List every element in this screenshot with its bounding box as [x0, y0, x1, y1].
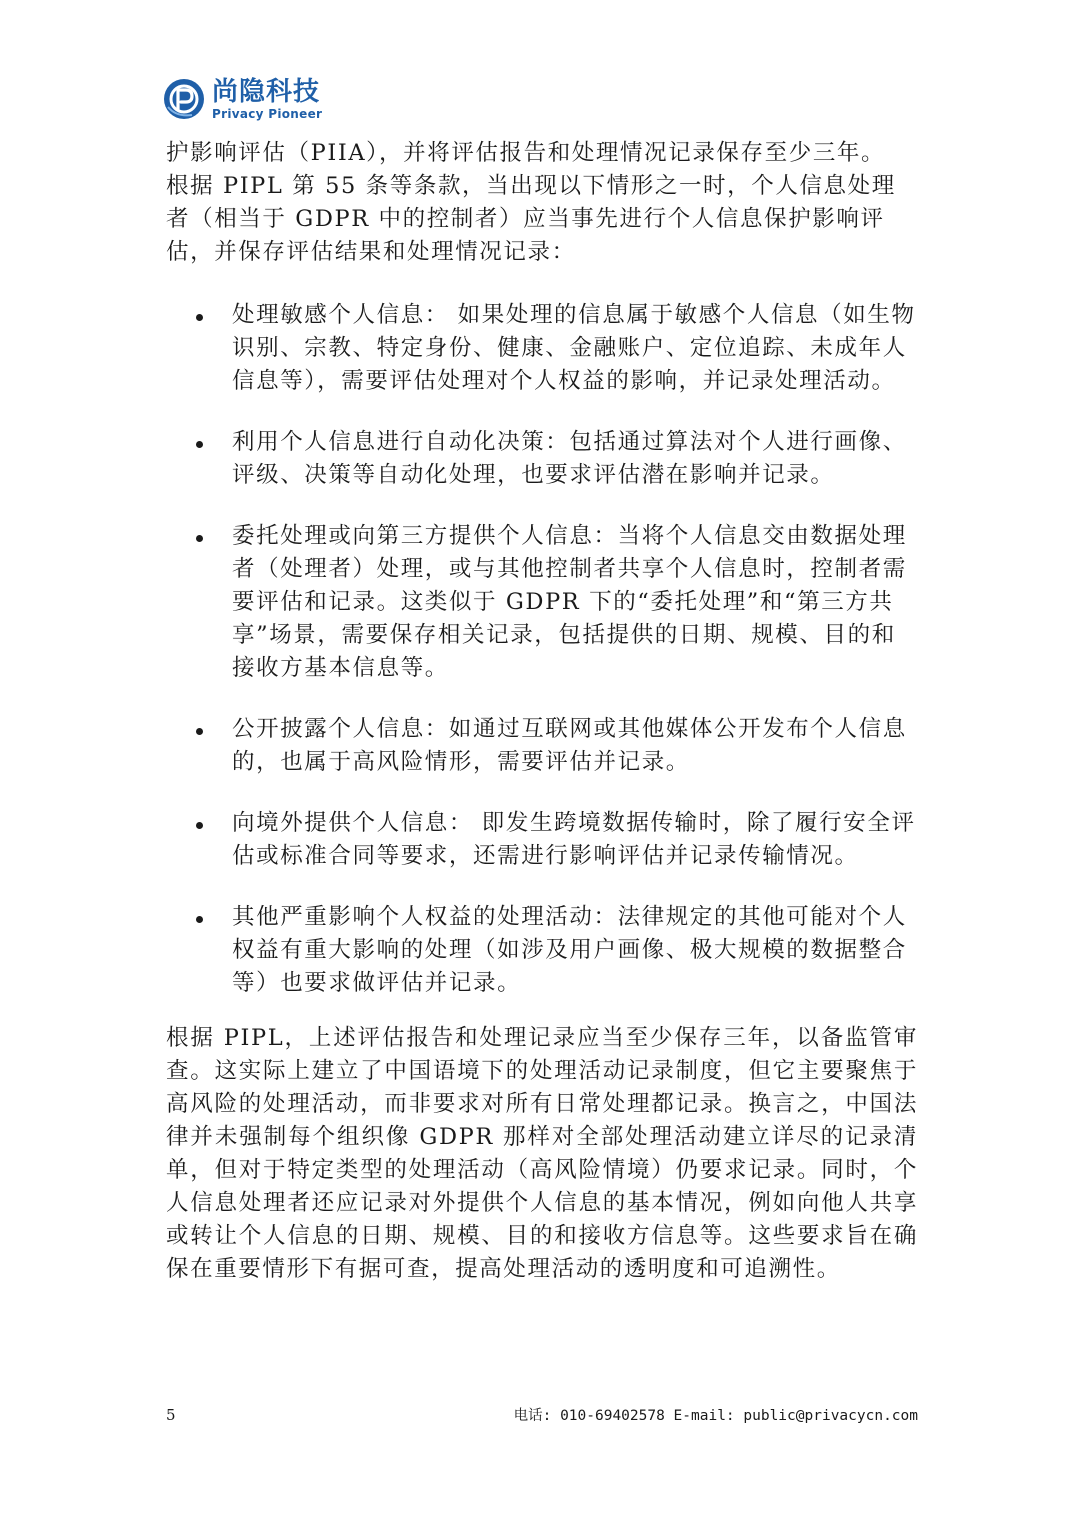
brand-name-cn: 尚隐科技	[212, 76, 321, 107]
bullet-icon	[196, 916, 203, 923]
list-item-text: 其他严重影响个人权益的处理活动：法律规定的其他可能对个人权益有重大影响的处理（如涉及用户画像、极大规模的数据整合等）也要求做评估并记录。	[232, 904, 907, 996]
list-item-text: 向境外提供个人信息： 即发生跨境数据传输时，除了履行安全评估或标准合同等要求，还需进行影响评估并记录传输情况。	[232, 810, 916, 869]
bullet-icon	[196, 535, 203, 542]
contact-info: 电话: 010-69402578 E-mail: public@privacycn.com	[513, 1408, 918, 1424]
list-item	[166, 299, 918, 398]
list-item-text: 委托处理或向第三方提供个人信息：当将个人信息交由数据处理者（处理者）处理，或与其他控制者共享个人信息时，控制者需要评估和记录。这类似于 GDPR 下的“委托处理”和“第三方共享”场景，需要保存相关记录，包括提供的日期、规模、目的和接收方基本信息等。	[232, 523, 907, 681]
closing-paragraph: 根据 PIPL，上述评估报告和处理记录应当至少保存三年，以备监管审查。这实际上建立了中国语境下的处理活动记录制度，但它主要聚焦于高风险的处理活动，而非要求对所有日常处理都记录。换言之，中国法律并未强制每个组织像 GDPR 那样对全部处理活动建立详尽的记录清单，但对于特定类型的处理活动（高风险情境）仍要求记录。同时，个人信息处理者还应记录对外提供个人信息的基本情况，例如向他人共享或转让个人信息的日期、规模、目的和接收方信息等。这些要求旨在确保在重要情形下有据可查，提高处理活动的透明度和可追溯性。	[166, 1025, 918, 1282]
page-number: 5	[166, 1405, 176, 1424]
list-item	[166, 520, 918, 685]
scenario-list	[166, 299, 918, 1000]
intro-paragraph: 根据 PIPL 第 55 条等条款，当出现以下情形之一时，个人信息处理者（相当于 GDPR 中的控制者）应当事先进行个人信息保护影响评估，并保存评估结果和处理情况记录：	[166, 173, 896, 265]
bullet-icon	[196, 728, 203, 735]
brand-wordmark	[212, 76, 323, 121]
list-item	[166, 713, 918, 779]
list-item	[166, 901, 918, 1000]
list-item-text: 公开披露个人信息：如通过互联网或其他媒体公开发布个人信息的，也属于高风险情形，需要评估并记录。	[232, 716, 907, 775]
document-body	[166, 137, 918, 1286]
intro-section	[166, 137, 918, 269]
bullet-icon	[196, 441, 203, 448]
privacy-pioneer-logo-icon	[162, 77, 206, 121]
list-item-text: 利用个人信息进行自动化决策：包括通过算法对个人进行画像、评级、决策等自动化处理，也要求评估潜在影响并记录。	[232, 429, 907, 488]
bullet-icon	[196, 822, 203, 829]
list-item	[166, 426, 918, 492]
intro-line-1: 护影响评估（PIIA），并将评估报告和处理情况记录保存至少三年。	[166, 140, 886, 166]
bullet-icon	[196, 314, 203, 321]
list-item	[166, 807, 918, 873]
page-footer	[166, 1404, 918, 1425]
list-item-text: 处理敏感个人信息： 如果处理的信息属于敏感个人信息（如生物识别、宗教、特定身份、健康、金融账户、定位追踪、未成年人信息等），需要评估处理对个人权益的影响，并记录处理活动。	[232, 302, 916, 394]
brand-name-en: Privacy Pioneer	[212, 106, 323, 121]
page-header	[162, 74, 322, 124]
